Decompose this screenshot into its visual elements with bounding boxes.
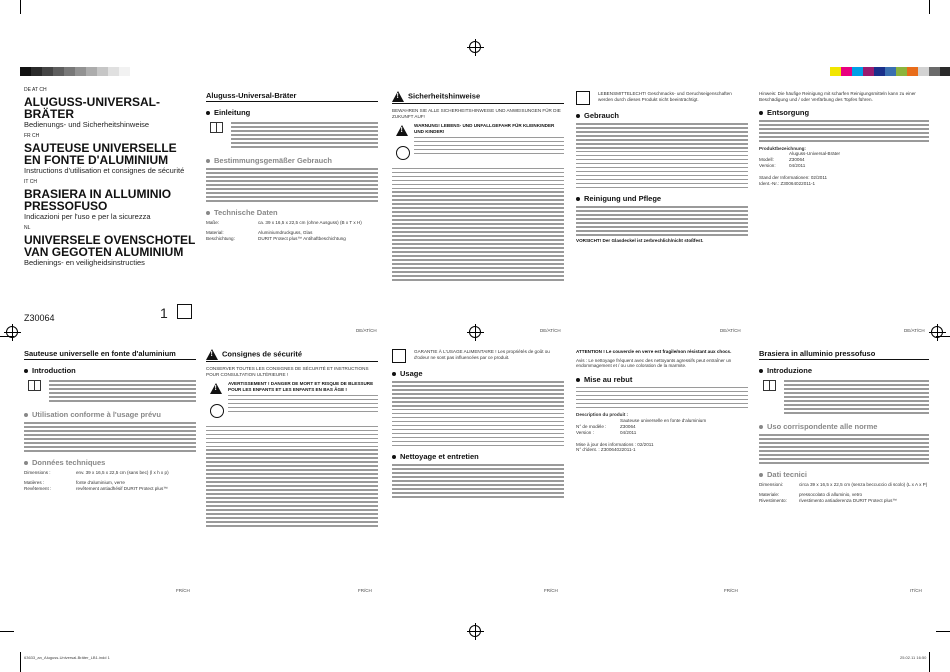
section-heading: Einleitung [206, 108, 378, 117]
product-row: Version : 04/2011 [576, 429, 637, 435]
bullet-list-lines [576, 123, 748, 188]
section-heading: Utilisation conforme à l'usage prévu [24, 410, 196, 419]
safety-icons [392, 123, 414, 165]
process-color-bar [830, 67, 950, 76]
info-date: Mise à jour des informations : 02/2011 [576, 441, 654, 447]
grey-swatch [108, 67, 119, 76]
title-de: ALUGUSS-UNIVERSAL-BRÄTER [24, 95, 161, 121]
crop-line [929, 652, 930, 672]
grey-swatch [97, 67, 108, 76]
page-title: Sauteuse universelle en fonte d'aluminium [24, 349, 196, 360]
registration-mark-bottom [469, 625, 481, 637]
section-heading: Dati tecnici [759, 470, 929, 479]
body-text-lines [576, 387, 748, 409]
warning-triangle-icon [206, 349, 218, 360]
section-heading: Entsorgung [759, 108, 929, 117]
bullet-icon [24, 413, 28, 417]
page-title: Aluguss-Universal-Bräter [206, 91, 378, 102]
page-number-box [177, 304, 192, 319]
color-swatch [830, 67, 841, 76]
bullet-list-lines [392, 464, 564, 497]
safety-intro: BEWAHREN SIE ALLE SICHERHEITSHINWEISE UND ANWEISUNGEN FÜR DIE ZUKUNFT AUF! [392, 108, 561, 119]
subtitle-it: Indicazioni per l'uso e per la sicurezza [24, 212, 151, 221]
bullet-icon [206, 111, 210, 115]
grey-swatch [42, 67, 53, 76]
subtitle-de: Bedienungs- und Sicherheitshinweise [24, 120, 150, 129]
bullet-icon [24, 369, 28, 373]
warning-triangle-icon [392, 91, 404, 102]
color-swatch [940, 67, 950, 76]
bullet-list-lines [206, 426, 378, 527]
tech-row: Maße: ca. 39 x 16,5 x 22,5 cm (ohne Ausguss) (B x T x H) [206, 219, 362, 225]
page-de-disposal [759, 91, 929, 336]
manual-book-icon [763, 380, 776, 391]
crop-line [936, 336, 950, 337]
page-footer: FR/CH [724, 588, 738, 593]
body-text-lines [231, 120, 378, 150]
page-footer: FR/CH [544, 588, 558, 593]
crop-line [936, 631, 950, 632]
body-text-lines [206, 168, 378, 201]
page-footer: DE/AT/CH [540, 328, 561, 333]
warning-text: AVERTISSEMENT ! DANGER DE MORT ET RISQUE DE BLESSURE POUR LES ENFANTS ET LES ENFANTS EN BAS ÂGE ! [228, 381, 374, 392]
food-safe-icon [576, 91, 590, 105]
bullet-icon [759, 473, 763, 477]
safety-icons [206, 381, 228, 423]
title-it: BRASIERA IN ALLUMINIO PRESSOFUSO [24, 187, 172, 213]
attention-note: ATTENTION ! Le couvercle en verre est fragile/non résistant aux chocs. [576, 349, 732, 354]
body-text-lines [414, 137, 564, 155]
section-heading: Reinigung und Pflege [576, 194, 748, 203]
it-block [24, 178, 196, 221]
page-footer: DE/AT/CH [720, 328, 741, 333]
tech-row: Revêtement : revêtement antiadhésif DURIT Protect plus™ [24, 485, 168, 491]
product-label: Produktbezeichnung: [759, 145, 806, 151]
page-footer: IT/CH [910, 588, 922, 593]
bullet-icon [206, 211, 210, 215]
product-row: N° de modèle : Z30064 [576, 423, 636, 429]
ident-number: Ident.-Nr.: Z30064022011-1 [759, 180, 816, 186]
color-swatch [907, 67, 918, 76]
bullet-icon [576, 378, 580, 382]
tech-row: Beschichtung: DURIT Protect plus™ Antihaftbeschichtung [206, 235, 346, 241]
body-text-lines [49, 378, 196, 404]
body-text-lines [784, 378, 929, 416]
section-heading: Technische Daten [206, 208, 378, 217]
page-number: 1 [160, 305, 168, 321]
section-heading: Données techniques [24, 458, 196, 467]
bullet-icon [759, 369, 763, 373]
bullet-icon [576, 114, 580, 118]
section-heading: Usage [392, 369, 564, 378]
language-flag-fr: FR CH [24, 133, 40, 139]
caution-note: VORSICHT! Der Glasdeckel ist zerbrechlich/nicht stoßfest. [576, 238, 704, 244]
section-heading: Gebrauch [576, 111, 748, 120]
section-heading: Introduction [24, 366, 196, 375]
page-fr-intro [24, 349, 196, 589]
bullet-icon [206, 159, 210, 163]
crop-line [929, 0, 930, 14]
page-footer: FR/CH [176, 588, 190, 593]
page-footer: DE/AT/CH [356, 328, 377, 333]
bullet-icon [576, 197, 580, 201]
page-fr-disposal [576, 349, 748, 589]
color-swatch [918, 67, 929, 76]
title-fr: SAUTEUSE UNIVERSELLE EN FONTE D'ALUMINIUM [24, 141, 177, 167]
manual-book-icon [210, 122, 223, 133]
page-footer: DE/AT/CH [904, 328, 925, 333]
bullet-list-lines [392, 381, 564, 446]
page-de-intro [206, 91, 378, 336]
page-it-intro [759, 349, 929, 589]
product-row: Aluguss-Universal-Bräter [789, 151, 841, 157]
grey-swatch [20, 67, 31, 76]
crop-line [20, 0, 21, 14]
bullet-list-lines [392, 168, 564, 281]
page-title: !Consignes de sécurité [206, 349, 378, 362]
warning-text: WARNUNG! LEBENS- UND UNFALLGEFAHR FÜR KLEINKINDER UND KINDER! [414, 123, 555, 134]
tech-row: Dimensioni: circa 39 x 16,5 x 22,5 cm (senza beccuccio di scolo) (L x A x P) [759, 481, 928, 487]
body-text-lines [759, 120, 929, 142]
color-swatch [863, 67, 874, 76]
print-slug-left: 63633_an_Aluguss-Universal-Bräter_LB1.indd 1 [24, 655, 110, 660]
subtitle-fr: Instructions d'utilisation et consignes de sécurité [24, 166, 185, 175]
registration-mark-top [469, 41, 481, 53]
food-safe-note: LEBENSMITTELECHT! Geschmacks- und Geruchseigenschaften werden durch dieses Produkt nicht beeinträchtigt. [598, 91, 732, 102]
nl-block [24, 224, 196, 267]
section-heading: Uso corrispondente alle norme [759, 422, 929, 431]
color-swatch [885, 67, 896, 76]
language-flag-it: IT CH [24, 179, 37, 185]
model-number: Z30064 [24, 313, 55, 323]
cleaning-note: Avis : Le nettoyage fréquent avec des nettoyants agressifs peut entraîner un endommagement et / ou une coloration de la marmite. [576, 357, 732, 369]
tech-row: Material: Aluminiumdruckguss, Glas [206, 229, 313, 235]
page-fr-safety [206, 349, 378, 589]
page-title: Brasiera in alluminio pressofuso [759, 349, 929, 360]
tech-row: Dimensions : env. 39 x 16,5 x 22,5 cm (sans bec) (l x h x p) [24, 469, 169, 475]
info-date: Stand der Informationen: 02/2011 [759, 175, 828, 181]
bullet-icon [759, 425, 763, 429]
manual-book-icon [28, 380, 41, 391]
de-block [24, 86, 196, 129]
title-nl: UNIVERSELE OVENSCHOTEL VAN GEGOTEN ALUMINIUM [24, 233, 196, 259]
product-row: Sauteuse universelle en fonte d'aluminium [620, 417, 707, 423]
bullet-icon [392, 372, 396, 376]
grey-swatch [53, 67, 64, 76]
cleaning-note: Hinweis: Die häufige Reinigung mit scharfen Reinigungsmitteln kann zu einer Beschädigung und / oder Verfärbung des Topfes führen. [759, 91, 916, 102]
color-swatch [841, 67, 852, 76]
color-swatch [896, 67, 907, 76]
product-label: Description du produit : [576, 412, 629, 418]
body-text-lines [759, 434, 929, 463]
print-slug-right: 25.02.11 16:50 [900, 655, 927, 660]
product-row: Modell: Z30064 [759, 157, 805, 163]
page-de-safety [392, 91, 564, 336]
food-safe-icon [392, 349, 406, 363]
page-title: !Sicherheitshinweise [392, 91, 564, 104]
safety-intro: CONSERVER TOUTES LES CONSIGNES DE SÉCURITÉ ET INSTRUCTIONS POUR CONSULTATION ULTÉRIEURE ! [206, 366, 369, 377]
language-flag-nl: NL [24, 225, 31, 231]
grey-swatch [31, 67, 42, 76]
bullet-icon [24, 461, 28, 465]
grey-swatch [64, 67, 75, 76]
grey-color-bar [20, 67, 130, 76]
crop-line [0, 631, 14, 632]
product-row: Version: 04/2011 [759, 163, 806, 169]
grey-swatch [86, 67, 97, 76]
warning-triangle-icon [210, 383, 222, 394]
body-text-lines [228, 395, 378, 413]
bullet-icon [759, 111, 763, 115]
food-safe-note: GARANTIE À L'USAGE ALIMENTAIRE ! Les propriétés de goût ou d'odeur ne sont pas influencées par ce produit. [414, 349, 550, 360]
tech-row: Materiale: pressocolato di alluminio, vetro [759, 491, 863, 497]
color-swatch [874, 67, 885, 76]
language-flag-de: DE AT CH [24, 87, 47, 93]
crop-line [0, 336, 14, 337]
section-heading: Nettoyage et entretien [392, 452, 564, 461]
page-footer: FR/CH [358, 588, 372, 593]
warning-triangle-icon [396, 125, 408, 136]
subtitle-nl: Bedienings- en veiligheidsinstructies [24, 258, 145, 267]
section-heading: Bestimmungsgemäßer Gebrauch [206, 156, 378, 165]
child-icon [210, 404, 224, 418]
child-icon [396, 146, 410, 160]
bullet-icon [392, 455, 396, 459]
crop-line [20, 652, 21, 672]
color-swatch [929, 67, 940, 76]
color-swatch [852, 67, 863, 76]
ident-number: N° d'ident. : Z30064022011-1 [576, 447, 636, 453]
section-heading: Introduzione [759, 366, 929, 375]
tech-row: Rivestimento: rivestimento antiaderenza DURIT Protect plus™ [759, 497, 897, 503]
tech-row: Matières : fonte d'aluminium, verre [24, 479, 125, 485]
page-fr-usage [392, 349, 564, 589]
fr-block [24, 132, 196, 175]
bullet-list-lines [576, 206, 748, 235]
section-heading: Mise au rebut [576, 375, 748, 384]
body-text-lines [24, 422, 196, 451]
page-title-block [24, 86, 196, 336]
grey-swatch [119, 67, 130, 76]
grey-swatch [75, 67, 86, 76]
page-de-usage [576, 91, 748, 336]
